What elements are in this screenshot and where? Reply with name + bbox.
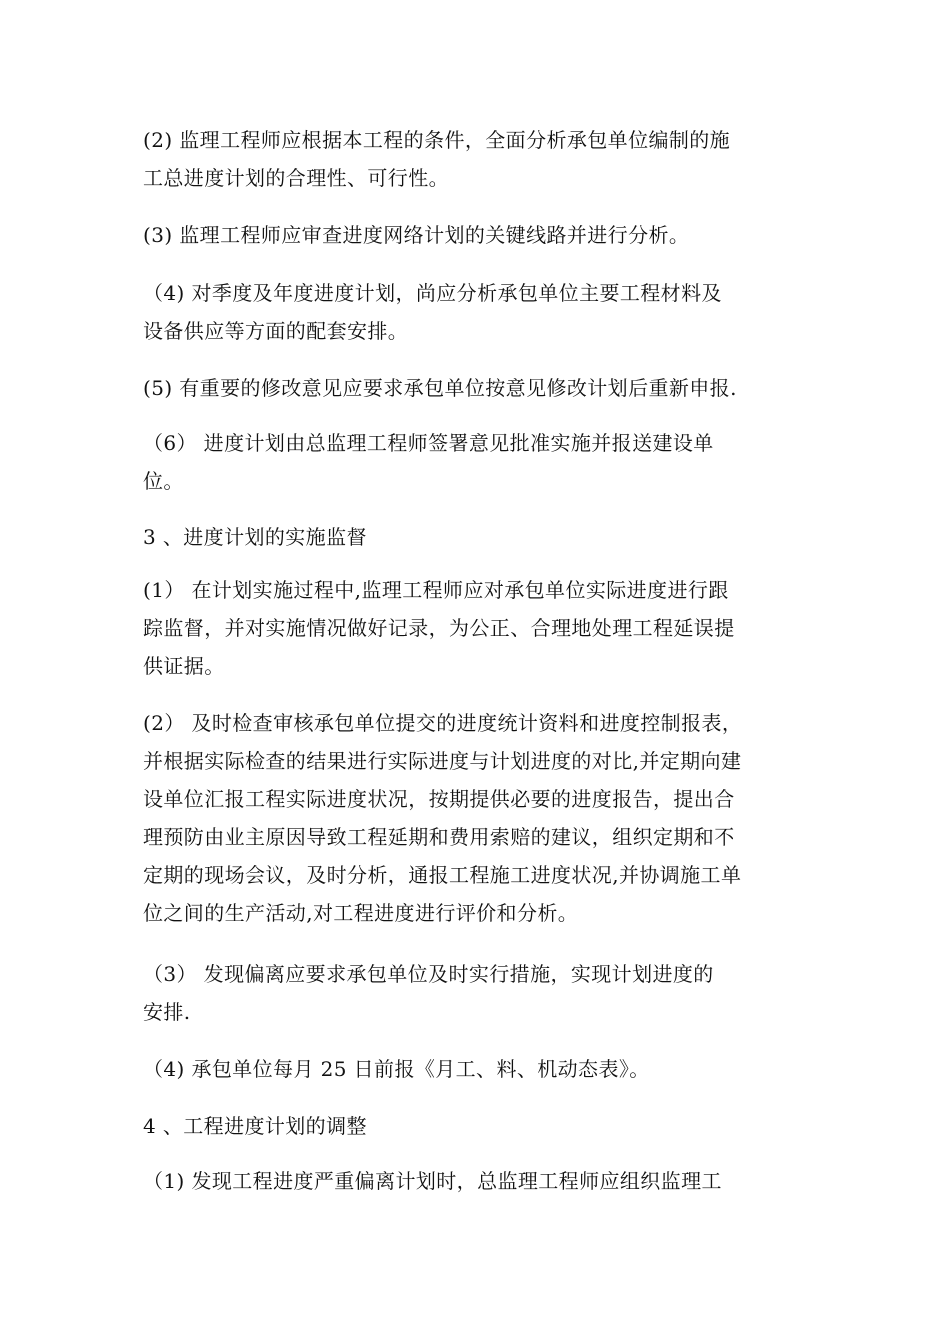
text-line: 设单位汇报工程实际进度状况，按期提供必要的进度报告，提出合	[143, 787, 735, 811]
text-line: (1） 在计划实施过程中,监理工程师应对承包单位实际进度进行跟	[143, 578, 729, 602]
text-line: 踪监督，并对实施情况做好记录，为公正、合理地处理工程延误提	[143, 616, 735, 640]
paragraph-4-quarterly-plan	[143, 274, 815, 350]
section-heading: 4 、工程进度计划的调整	[143, 1114, 367, 1138]
paragraph-4-1-adjustment	[143, 1162, 815, 1200]
text-line: （3） 发现偏离应要求承包单位及时实行措施，实现计划进度的	[143, 962, 714, 986]
paragraph-2-review-schedule	[143, 121, 815, 197]
paragraph-6-approval	[143, 424, 815, 500]
paragraph-3-2-inspection	[143, 704, 815, 932]
text-line: (3) 监理工程师应审查进度网络计划的关键线路并进行分析。	[143, 223, 690, 247]
text-line: 位。	[143, 469, 184, 493]
paragraph-3-4-monthly-report	[143, 1050, 815, 1088]
text-line: （4) 承包单位每月 25 日前报《月工、料、机动态表》。	[143, 1057, 650, 1081]
text-line: 理预防由业主原因导致工程延期和费用索赔的建议，组织定期和不	[143, 825, 735, 849]
section-3-heading	[143, 518, 815, 556]
paragraph-3-1-tracking	[143, 571, 815, 685]
text-line: （1) 发现工程进度严重偏离计划时，总监理工程师应组织监理工	[143, 1169, 722, 1193]
section-4-heading	[143, 1107, 815, 1145]
text-line: (2) 监理工程师应根据本工程的条件，全面分析承包单位编制的施	[143, 128, 731, 152]
paragraph-5-resubmit	[143, 369, 815, 407]
text-line: 供证据。	[143, 654, 225, 678]
text-line: 安排.	[143, 1000, 191, 1024]
section-heading: 3 、进度计划的实施监督	[143, 525, 367, 549]
text-line: 定期的现场会议，及时分析，通报工程施工进度状况,并协调施工单	[143, 863, 742, 887]
text-line: （4) 对季度及年度进度计划，尚应分析承包单位主要工程材料及	[143, 281, 722, 305]
text-line: （6） 进度计划由总监理工程师签署意见批准实施并报送建设单	[143, 431, 714, 455]
text-line: 位之间的生产活动,对工程进度进行评价和分析。	[143, 901, 579, 925]
paragraph-3-critical-path	[143, 216, 815, 254]
text-line: 设备供应等方面的配套安排。	[143, 319, 409, 343]
text-line: 并根据实际检查的结果进行实际进度与计划进度的对比,并定期向建	[143, 749, 742, 773]
text-line: 工总进度计划的合理性、可行性。	[143, 166, 449, 190]
text-line: (2） 及时检查审核承包单位提交的进度统计资料和进度控制报表，	[143, 711, 743, 735]
paragraph-3-3-deviation	[143, 955, 815, 1031]
text-line: (5) 有重要的修改意见应要求承包单位按意见修改计划后重新申报.	[143, 376, 737, 400]
